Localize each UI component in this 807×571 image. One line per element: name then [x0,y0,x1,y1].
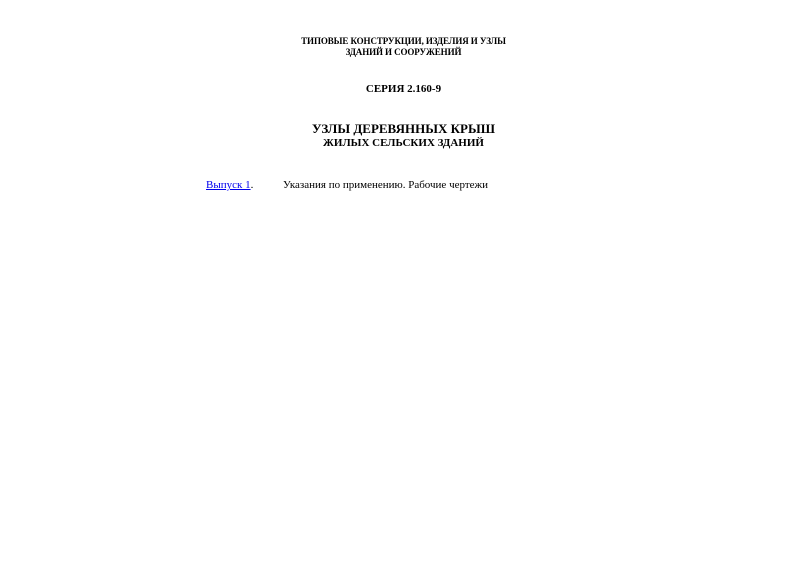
issue-separator: . [250,179,254,191]
issue-1-description: Указания по применению. Рабочие чертежи [283,179,489,191]
document-subtitle: ЖИЛЫХ СЕЛЬСКИХ ЗДАНИЙ [323,137,484,149]
series-number: СЕРИЯ 2.160-9 [365,83,442,95]
issue-list-item [206,179,253,191]
category-heading-line-1: ТИПОВЫЕ КОНСТРУКЦИИ, ИЗДЕЛИЯ И УЗЛЫ [301,36,506,46]
issue-1-link[interactable]: Выпуск 1 [206,179,251,191]
category-heading-line-2: ЗДАНИЙ И СООРУЖЕНИЙ [345,47,462,57]
document-title: УЗЛЫ ДЕРЕВЯННЫХ КРЫШ [311,121,496,136]
